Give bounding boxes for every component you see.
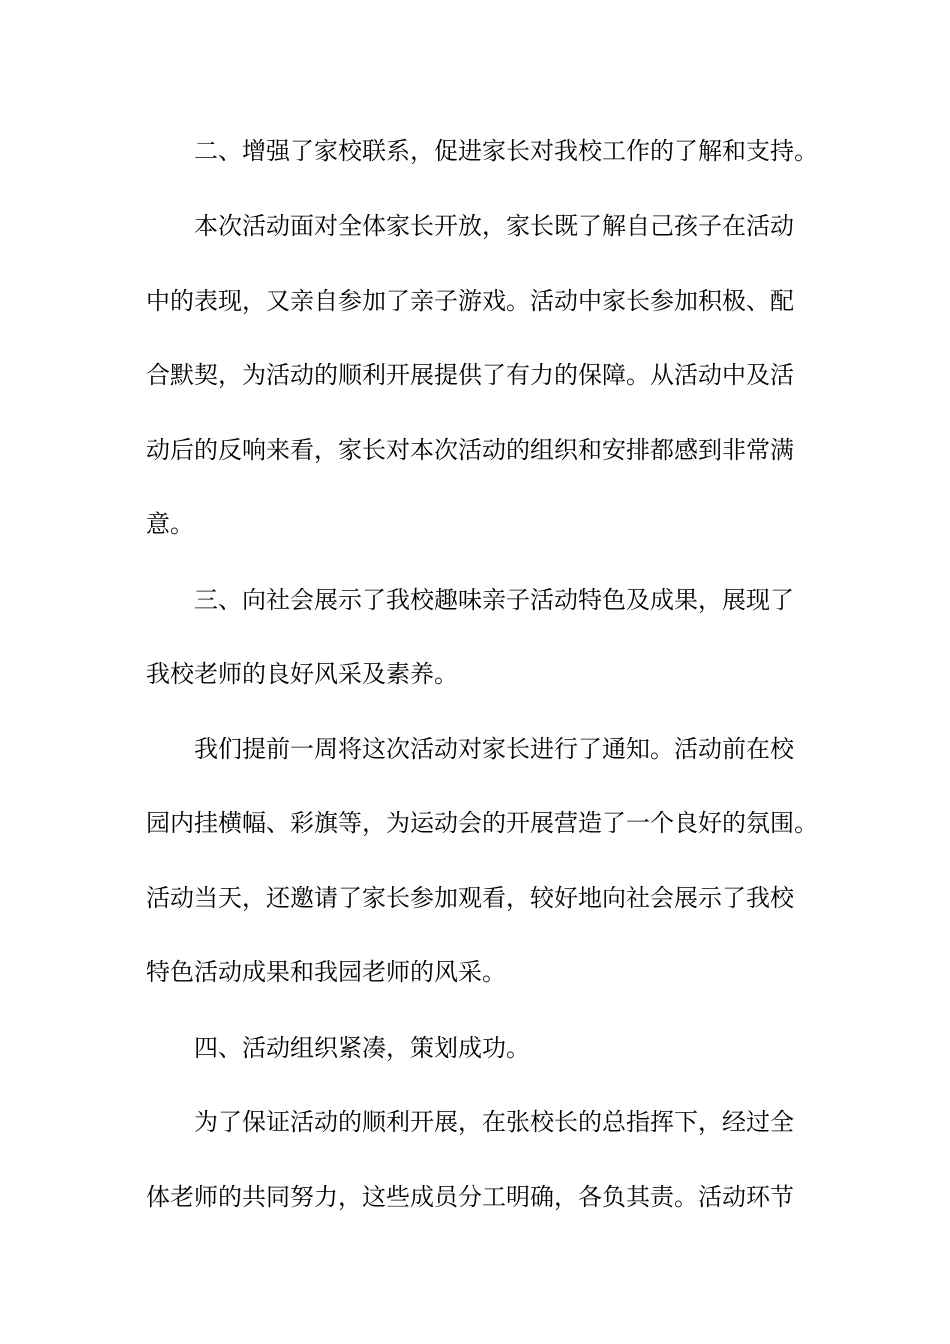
section-heading-2: 二、增强了家校联系，促进家长对我校工作的了解和支持。 xyxy=(194,137,818,165)
paragraph-line: 动后的反响来看，家长对本次活动的组织和安排都感到非常满 xyxy=(146,436,794,464)
paragraph-line: 体老师的共同努力，这些成员分工明确，各负其责。活动环节 xyxy=(146,1183,794,1211)
section-heading-3-cont: 我校老师的良好风采及素养。 xyxy=(146,660,458,688)
paragraph-line: 特色活动成果和我园老师的风采。 xyxy=(146,958,506,986)
paragraph-line: 合默契，为活动的顺利开展提供了有力的保障。从活动中及活 xyxy=(146,361,794,389)
section-heading-4: 四、活动组织紧凑，策划成功。 xyxy=(194,1034,530,1062)
section-heading-3: 三、向社会展示了我校趣味亲子活动特色及成果，展现了 xyxy=(194,586,794,614)
paragraph-line: 园内挂横幅、彩旗等，为运动会的开展营造了一个良好的氛围。 xyxy=(146,809,818,837)
paragraph-line: 本次活动面对全体家长开放，家长既了解自己孩子在活动 xyxy=(194,212,794,240)
paragraph-line: 中的表现，又亲自参加了亲子游戏。活动中家长参加积极、配 xyxy=(146,287,794,315)
paragraph-line: 活动当天，还邀请了家长参加观看，较好地向社会展示了我校 xyxy=(146,884,794,912)
paragraph-line: 意。 xyxy=(146,510,194,538)
paragraph-line: 我们提前一周将这次活动对家长进行了通知。活动前在校 xyxy=(194,735,794,763)
paragraph-line: 为了保证活动的顺利开展，在张校长的总指挥下，经过全 xyxy=(194,1108,794,1136)
